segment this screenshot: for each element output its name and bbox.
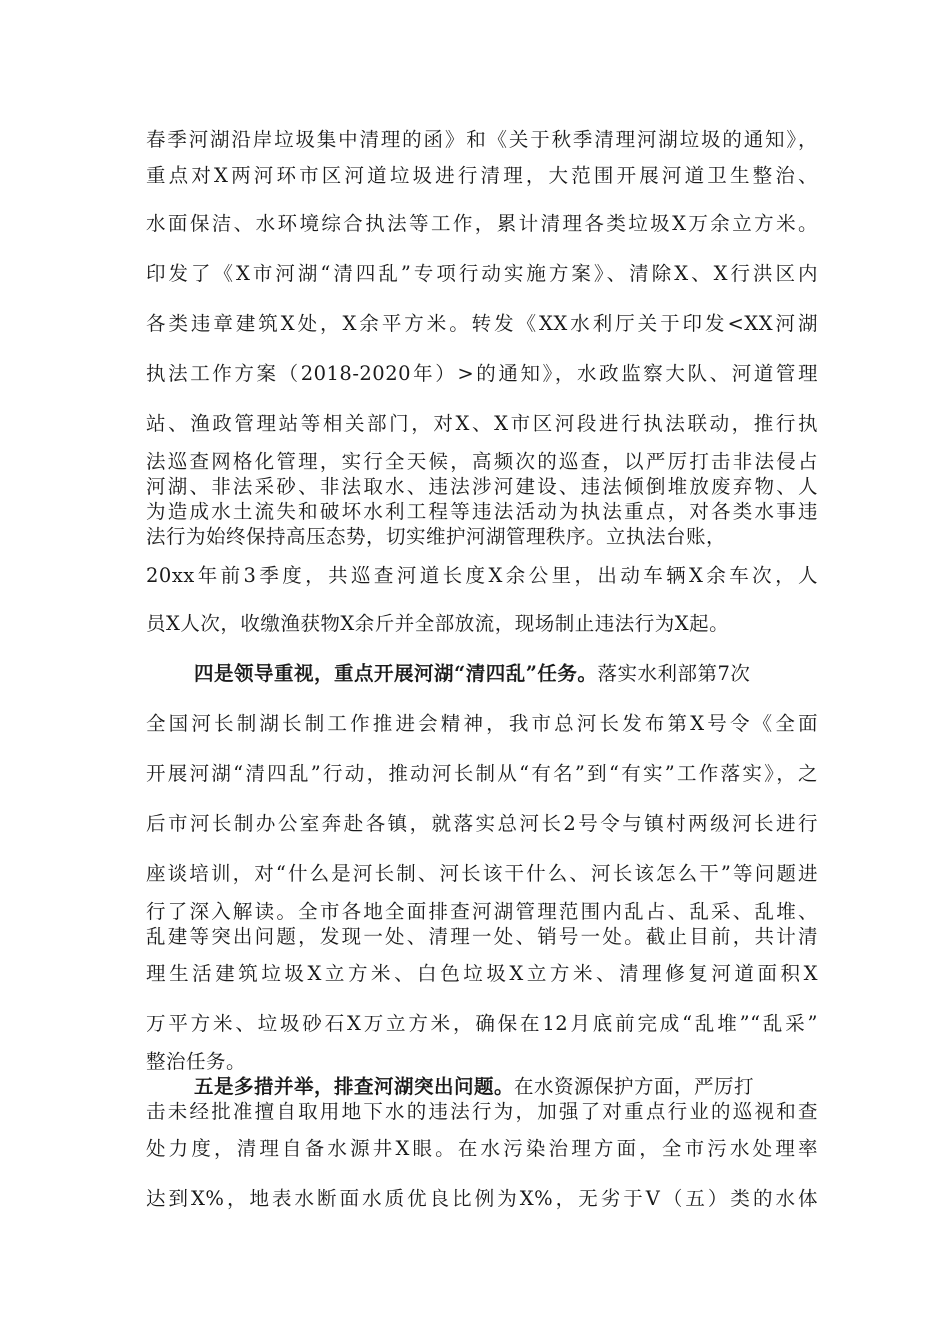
text-line: 达到X%，地表水断面水质优良比例为X%，无劣于V（五）类的水体 xyxy=(146,1187,818,1210)
paragraph-first-line xyxy=(194,1075,818,1099)
text-span: 落实水利部第7次 xyxy=(597,662,751,685)
text-line: 春季河湖沿岸垃圾集中清理的函》和《关于秋季清理河湖垃圾的通知》， xyxy=(146,128,818,151)
text-line: 重点对X两河环市区河道垃圾进行清理，大范围开展河道卫生整治、 xyxy=(146,164,818,187)
text-line: 处力度，清理自备水源井X眼。在水污染治理方面，全市污水处理率 xyxy=(146,1137,818,1160)
text-line: 20xx年前3季度，共巡查河道长度X余公里，出动车辆X余车次，人 xyxy=(146,564,818,587)
paragraph-first-line xyxy=(194,662,818,686)
text-line: 河湖、非法采砂、非法取水、违法涉河建设、违法倾倒堆放废弃物、人 xyxy=(146,475,818,498)
paragraph-heading: 四是领导重视，重点开展河湖“清四乱”任务。 xyxy=(194,662,598,685)
text-line: 整治任务。 xyxy=(146,1050,247,1073)
text-line: 法行为始终保持高压态势，切实维护河湖管理秩序。立执法台账， xyxy=(146,525,727,548)
text-line: 开展河湖“清四乱”行动，推动河长制从“有名”到“有实”工作落实》，之 xyxy=(146,762,818,785)
text-line: 站、渔政管理站等相关部门，对X、X市区河段进行执法联动，推行执 xyxy=(146,412,818,435)
text-line: 执法工作方案（2018-2020年）>的通知》，水政监察大队、河道管理 xyxy=(146,362,818,385)
text-line: 各类违章建筑X处，X余平方米。转发《XX水利厅关于印发<XX河湖 xyxy=(146,312,818,335)
paragraph-heading: 五是多措并举，排查河湖突出问题。 xyxy=(194,1075,515,1098)
text-line: 击未经批准擅自取用地下水的违法行为，加强了对重点行业的巡视和查 xyxy=(146,1100,818,1123)
text-line: 全国河长制湖长制工作推进会精神，我市总河长发布第X号令《全面 xyxy=(146,712,818,735)
text-line: 员X人次，收缴渔获物X余斤并全部放流，现场制止违法行为X起。 xyxy=(146,612,730,635)
text-line: 万平方米、垃圾砂石X万立方米，确保在12月底前完成“乱堆”“乱采” xyxy=(146,1012,818,1035)
text-line: 理生活建筑垃圾X立方米、白色垃圾X立方米、清理修复河道面积X xyxy=(146,962,818,985)
text-line: 座谈培训，对“什么是河长制、河长该干什么、河长该怎么干”等问题进 xyxy=(146,862,818,885)
text-span: 在水资源保护方面，严厉打 xyxy=(514,1075,755,1098)
text-line: 乱建等突出问题，发现一处、清理一处、销号一处。截止目前，共计清 xyxy=(146,925,818,948)
text-line: 为造成水土流失和破坏水利工程等违法活动为执法重点，对各类水事违 xyxy=(146,500,818,523)
text-line: 法巡查网格化管理，实行全天候，高频次的巡查，以严厉打击非法侵占 xyxy=(146,450,818,473)
text-line: 水面保洁、水环境综合执法等工作，累计清理各类垃圾X万余立方米。 xyxy=(146,212,818,235)
text-line: 后市河长制办公室奔赴各镇，就落实总河长2号令与镇村两级河长进行 xyxy=(146,812,818,835)
text-line: 印发了《X市河湖“清四乱”专项行动实施方案》、清除X、X行洪区内 xyxy=(146,262,818,285)
text-line: 行了深入解读。全市各地全面排查河湖管理范围内乱占、乱采、乱堆、 xyxy=(146,900,818,923)
